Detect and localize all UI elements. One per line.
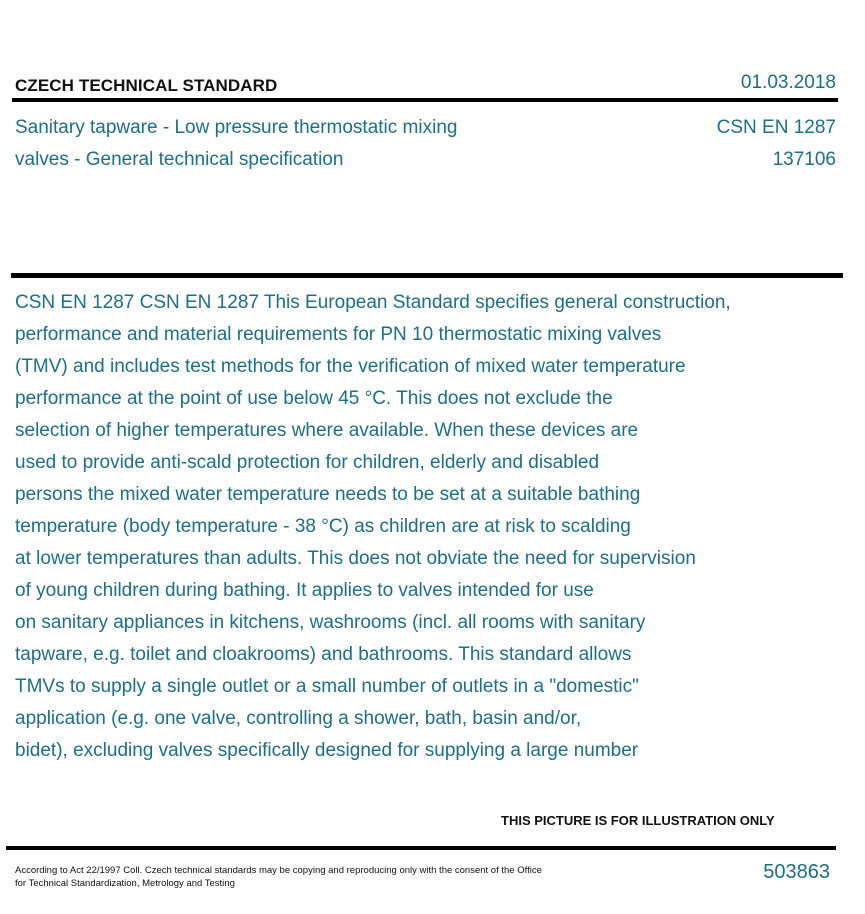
abstract-line: selection of higher temperatures where available. When these devices are xyxy=(15,420,639,441)
document-type-label: CZECH TECHNICAL STANDARD xyxy=(15,76,278,95)
abstract-line: on sanitary appliances in kitchens, washrooms (incl. all rooms with sanitary xyxy=(15,612,646,633)
abstract-line: CSN EN 1287 CSN EN 1287 This European Standard specifies general construction, xyxy=(15,292,731,313)
footer-divider xyxy=(6,846,836,850)
standard-code: CSN EN 1287 xyxy=(716,117,836,138)
publication-date: 01.03.2018 xyxy=(740,72,836,93)
standard-title-line-1: Sanitary tapware - Low pressure thermostatic mixing xyxy=(15,117,458,138)
abstract-line: at lower temperatures than adults. This does not obviate the need for supervision xyxy=(15,548,696,569)
document-number: 503863 xyxy=(763,861,830,883)
legal-notice-line-2: for Technical Standardization, Metrology and Testing xyxy=(15,877,235,889)
abstract-line: performance and material requirements for PN 10 thermostatic mixing valves xyxy=(15,324,662,345)
abstract-line: of young children during bathing. It applies to valves intended for use xyxy=(15,580,594,601)
abstract-line: application (e.g. one valve, controlling a shower, bath, basin and/or, xyxy=(15,708,582,729)
illustration-disclaimer: THIS PICTURE IS FOR ILLUSTRATION ONLY xyxy=(501,813,775,828)
standard-number: 137106 xyxy=(772,149,836,170)
abstract-line: temperature (body temperature - 38 °C) as children are at risk to scalding xyxy=(15,516,631,537)
abstract-line: TMVs to supply a single outlet or a small number of outlets in a "domestic" xyxy=(15,676,639,697)
header-divider xyxy=(12,98,838,102)
abstract-line: (TMV) and includes test methods for the verification of mixed water temperature xyxy=(15,356,686,377)
abstract-line: bidet), excluding valves specifically designed for supplying a large number xyxy=(15,740,639,761)
abstract-line: tapware, e.g. toilet and cloakrooms) and bathrooms. This standard allows xyxy=(15,644,632,665)
abstract-line: persons the mixed water temperature needs to be set at a suitable bathing xyxy=(15,484,641,505)
legal-notice xyxy=(15,865,595,890)
abstract-top-divider xyxy=(11,273,843,278)
abstract-line: used to provide anti-scald protection for children, elderly and disabled xyxy=(15,452,600,473)
abstract-line: performance at the point of use below 45 °C. This does not exclude the xyxy=(15,388,613,409)
standard-title-line-2: valves - General technical specification xyxy=(15,149,344,170)
legal-notice-line-1: According to Act 22/1997 Coll. Czech technical standards may be copying and reproducing only with the consent of the Office xyxy=(15,865,542,876)
